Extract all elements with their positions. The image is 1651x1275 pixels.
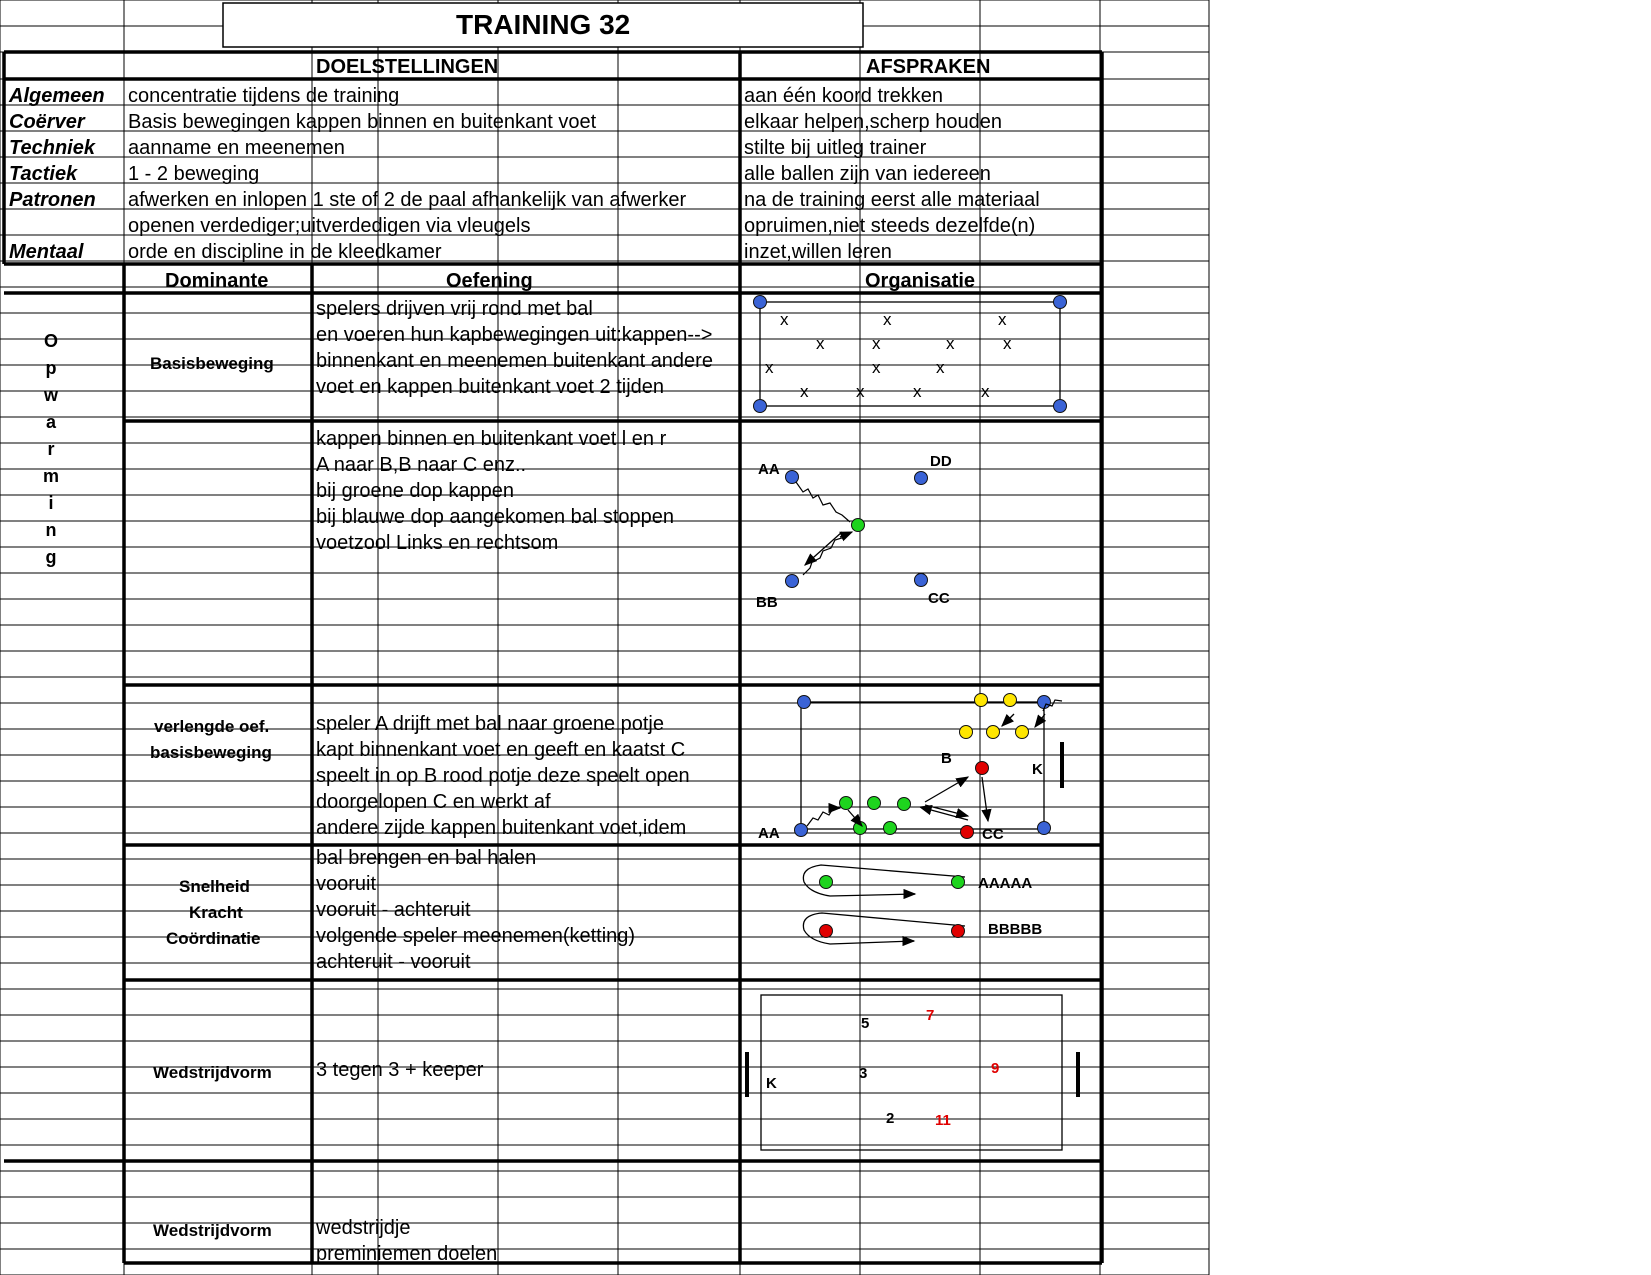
player-marker: x [872, 334, 881, 353]
oefening-text: 3 tegen 3 + keeper [316, 1059, 484, 1081]
oefening-header: Oefening [446, 270, 533, 292]
opwarming-letter: a [45, 412, 56, 432]
category-label: Algemeen [9, 85, 105, 107]
afspraak-text: elkaar helpen,scherp houden [744, 111, 1002, 133]
blue-cone [798, 696, 811, 709]
dribble-line [807, 807, 840, 826]
dribble-line [796, 482, 850, 522]
doelstelling-text: 1 - 2 beweging [128, 163, 260, 185]
opwarming-letter: p [45, 358, 57, 378]
afspraak-text: na de training eerst alle materiaal [744, 189, 1040, 211]
doelstelling-text: aanname en meenemen [128, 137, 345, 159]
blue-cone [915, 472, 928, 485]
diagram-3-label: CC [982, 826, 1004, 843]
dominante-label: Kracht [189, 903, 243, 922]
oefening-text: voetzool Links en rechtsom [316, 532, 559, 554]
oefening-text: bij blauwe dop aangekomen bal stoppen [316, 506, 675, 528]
oefening-text: achteruit - vooruit [316, 951, 471, 973]
blue-cone [754, 296, 767, 309]
yellow-cone [1016, 726, 1029, 739]
blue-cone [1054, 296, 1067, 309]
diagram-4-label: BBBBB [988, 921, 1043, 938]
category-label: Tactiek [9, 163, 78, 185]
category-label: Techniek [9, 137, 95, 159]
opwarming-letter: n [45, 520, 57, 540]
page-title: TRAINING 32 [456, 9, 631, 40]
dribble-line [803, 537, 845, 575]
opwarming-letter: O [43, 331, 58, 351]
oefening-text: andere zijde kappen buitenkant voet,idem [316, 817, 687, 839]
diagram-2-label: CC [928, 590, 950, 607]
oefening-text: binnenkant en meenemen buitenkant andere [316, 350, 713, 372]
dominante-label: Snelheid [179, 877, 250, 896]
diagram-3-label: AA [758, 825, 780, 842]
player-marker: x [800, 382, 809, 401]
dominante-label: Wedstrijdvorm [153, 1063, 272, 1082]
diagram-2-label: BB [756, 594, 778, 611]
keeper-label: K [766, 1075, 777, 1092]
dominante-label: Basisbeweging [150, 354, 274, 373]
arrow [1002, 714, 1014, 726]
opwarming-letter: i [48, 493, 54, 513]
afspraak-text: aan één koord trekken [744, 85, 944, 107]
blue-cone [754, 400, 767, 413]
afspraak-text: opruimen,niet steeds dezelfde(n) [744, 215, 1036, 237]
player-number: 3 [859, 1065, 868, 1082]
yellow-cone [975, 694, 988, 707]
afspraak-text: inzet,willen leren [744, 241, 892, 263]
player-marker: x [913, 382, 922, 401]
oefening-text: preminiemen doelen [316, 1243, 498, 1265]
doelstelling-text: concentratie tijdens de training [128, 85, 400, 107]
category-label: Coërver [9, 111, 85, 133]
diagram-3-label: K [1032, 761, 1043, 778]
player-marker: x [765, 358, 774, 377]
doelstellingen-header: DOELSTELLINGEN [316, 56, 499, 78]
dominante-header: Dominante [165, 270, 269, 292]
diagram-2-label: DD [930, 453, 952, 470]
opwarming-letter: r [47, 439, 55, 459]
afspraak-text: stilte bij uitleg trainer [744, 137, 927, 159]
player-marker: x [780, 310, 789, 329]
blue-cone [915, 574, 928, 587]
opwarming-letter: g [45, 547, 57, 567]
afspraken-header: AFSPRAKEN [866, 56, 991, 78]
yellow-cone [987, 726, 1000, 739]
dominante-label: basisbeweging [150, 743, 272, 762]
opwarming-letter: m [42, 466, 59, 486]
afspraak-text: alle ballen zijn van iedereen [744, 163, 991, 185]
oefening-text: spelers drijven vrij rond met bal [316, 298, 593, 320]
player-marker: x [883, 310, 892, 329]
organisatie-header: Organisatie [865, 270, 976, 292]
dominante-label: Coördinatie [166, 929, 261, 948]
oefening-text: kapt binnenkant voet en geeft en kaatst C [316, 739, 686, 761]
player-number: 2 [886, 1110, 895, 1127]
oefening-text: A naar B,B naar C enz.. [316, 454, 527, 476]
green-cone [952, 876, 965, 889]
green-cone [840, 797, 853, 810]
diagram-4-label: AAAAA [978, 875, 1033, 892]
oefening-text: voet en kappen buitenkant voet 2 tijden [316, 376, 665, 398]
red-cone [961, 826, 974, 839]
dominante-label: Wedstrijdvorm [153, 1221, 272, 1240]
red-cone [976, 762, 989, 775]
player-number-red: 9 [991, 1060, 1000, 1077]
dominante-label: verlengde oef. [154, 717, 270, 736]
player-number: 5 [861, 1015, 870, 1032]
player-marker: x [981, 382, 990, 401]
arrow [805, 532, 842, 565]
blue-cone [1038, 822, 1051, 835]
oefening-text: vooruit [316, 873, 377, 895]
player-marker: x [946, 334, 955, 353]
oefening-text: vooruit - achteruit [316, 899, 471, 921]
player-marker: x [816, 334, 825, 353]
blue-cone [795, 824, 808, 837]
doelstelling-text: Basis bewegingen kappen binnen en buitenkant voet [128, 111, 597, 133]
oefening-text: volgende speler meenemen(ketting) [316, 925, 636, 947]
player-marker: x [998, 310, 1007, 329]
diagram-2-label: AA [758, 461, 780, 478]
oefening-text: speelt in op B rood potje deze speelt open [316, 765, 690, 787]
blue-cone [786, 471, 799, 484]
doelstelling-text: orde en discipline in de kleedkamer [128, 241, 442, 263]
blue-cone [1038, 696, 1051, 709]
blue-cone [786, 575, 799, 588]
oefening-text: doorgelopen C en werkt af [316, 791, 551, 813]
oefening-text: en voeren hun kapbewegingen uit:kappen--> [316, 324, 713, 346]
field-outline [761, 995, 1062, 1150]
category-label: Mentaal [9, 241, 84, 263]
oefening-text: kappen binnen en buitenkant voet l en r [316, 428, 667, 450]
yellow-cone [1004, 694, 1017, 707]
doelstelling-text: openen verdediger;uitverdedigen via vleugels [128, 215, 531, 237]
green-cone [868, 797, 881, 810]
oefening-text: speler A drijft met bal naar groene potje [316, 713, 664, 735]
opwarming-letter: w [43, 385, 58, 405]
category-label: Patronen [9, 189, 96, 211]
arrow [982, 777, 988, 821]
red-cone [952, 925, 965, 938]
red-cone [820, 925, 833, 938]
oefening-text: bal brengen en bal halen [316, 847, 537, 869]
yellow-cone [960, 726, 973, 739]
green-cone [884, 822, 897, 835]
green-cone [852, 519, 865, 532]
oefening-text: wedstrijdje [316, 1217, 411, 1239]
player-marker: x [936, 358, 945, 377]
green-cone [820, 876, 833, 889]
diagram-3-label: B [941, 750, 952, 767]
doelstelling-text: afwerken en inlopen 1 ste of 2 de paal afhankelijk van afwerker [128, 189, 687, 211]
player-number-red: 11 [935, 1112, 951, 1129]
player-number-red: 7 [926, 1007, 935, 1024]
blue-cone [1054, 400, 1067, 413]
green-cone [898, 798, 911, 811]
player-marker: x [872, 358, 881, 377]
player-marker: x [856, 382, 865, 401]
player-marker: x [1003, 334, 1012, 353]
oefening-text: bij groene dop kappen [316, 480, 514, 502]
